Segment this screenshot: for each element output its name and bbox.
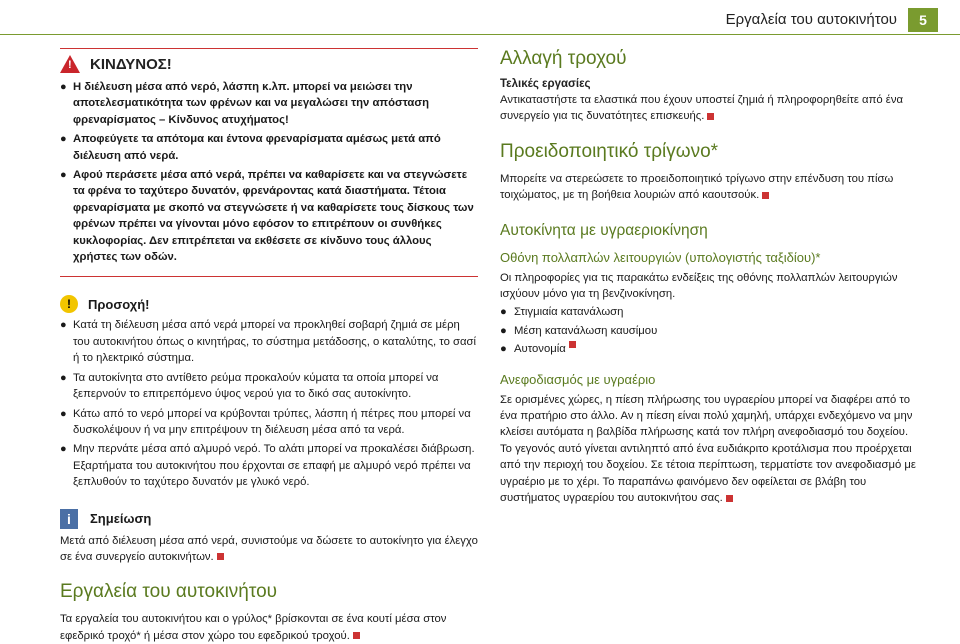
- lpg-heading: Αυτοκίνητα με υγραεριοκίνηση: [500, 221, 708, 239]
- danger-box: [60, 48, 478, 277]
- caution-item: ● Κάτω από το νερό μπορεί να κρύβονται τρύπες, λάσπη ή πέτρες που μπορεί να δυσκολέψουν ή να μην επιτρέψουν τη διέλευση μέσα από τα νερά.: [60, 407, 471, 436]
- right-column: [500, 44, 920, 507]
- caution-item: ● Μην περνάτε μέσα από αλμυρό νερό. Το αλάτι μπορεί να προκαλέσει διάβρωση. Εξαρτήματα του αυτοκινήτου που έρχονται σε επαφή με αλμυρό νερό πρέπει να ξεπλυθούν το ταχύτερο δυνατόν με γλυκό νερό.: [60, 443, 475, 489]
- end-marker-icon: [217, 553, 224, 560]
- list-item: ● Μέση κατανάλωση καυσίμου: [500, 324, 658, 337]
- left-column: [60, 48, 478, 644]
- triangle-text: Μπορείτε να στερεώσετε το προειδοποιητικό τρίγωνο στην επένδυση του πίσω τοιχώματος, με τη βοήθεια λουριών από καουτσούκ.: [500, 172, 894, 202]
- end-marker-icon: [569, 341, 576, 348]
- end-marker-icon: [726, 495, 733, 502]
- wheel-text: Αντικαταστήστε τα ελαστικά που έχουν υποστεί ζημιά ή πληροφορηθείτε από ένα συνεργείο για τις δυνατότητες επισκευής.: [500, 94, 904, 123]
- tools-text: Τα εργαλεία του αυτοκινήτου και ο γρύλος* βρίσκονται σε ένα κουτί μέσα στον εφεδρικό τροχό* ή μέσα στον χώρο του εφεδρικού τροχού.: [60, 613, 447, 642]
- danger-item: ● Αποφεύγετε τα απότομα και έντονα φρεναρίσματα αμέσως μετά από διέλευση από νερά.: [60, 133, 441, 162]
- danger-item: ● Η διέλευση μέσα από νερό, λάσπη κ.λπ. μπορεί να μειώσει την αποτελεσματικότητα των φρένων και να μεγαλώσει την απόσταση φρεναρίσματος – Κίνδυνος ατυχήματος!: [60, 81, 430, 126]
- danger-item: ● Αφού περάσετε μέσα από νερά, πρέπει να καθαρίσετε και να στεγνώσετε τα φρένα το ταχύτερο δυνατόν, φρενάροντας κατά διαστήματα. Τέτοια φρεναρίσματα με σκοπό να στεγνώσετε ή να καθαρίσετε τους δίσκους των φρένων πρέπει να γίνονται μόνο εφόσον το επιτρέπουν οι συνθήκες κυκλοφορίας. Δεν επιτρέπεται να εκθέσετε σε κίνδυνο τους άλλους χρήστες των οδών.: [60, 169, 474, 264]
- list-item: ● Αυτονομία: [500, 341, 920, 357]
- danger-title: ΚΙΝΔΥΝΟΣ!: [90, 55, 172, 73]
- refuel-text: Σε ορισμένες χώρες, η πίεση πλήρωσης του υγραερίου μπορεί να διαφέρει από το ένα πρατήριο στο άλλο. Αν η πίεση είναι πολύ χαμηλή, υπάρχει ενδεχόμενο να μην κλείσει αυτόματα η βαλβίδα πλήρωσης κατά τον πλήρη ανεφοδιασμό του δοχείου. Το γεγονός αυτό γίνεται αντιληπτό από ένα ευδιάκριτο κροτάλισμα που προέρχεται από την περιοχή του δοχείου. Σε τέτοια περίπτωση, τερματίστε τον ανεφοδιασμό με υγραέριο με το χέρι. Το παραπάνω φαινόμενο δεν οφείλεται σε βλάβη του συστήματος υγραερίου του αυτοκινήτου σας.: [500, 393, 916, 505]
- list-item: ● Στιγμιαία κατανάλωση: [500, 306, 624, 319]
- note-heading: [60, 509, 478, 529]
- page-number: 5: [908, 8, 938, 32]
- header-rule: [0, 34, 960, 35]
- tools-heading: Εργαλεία του αυτοκινήτου: [60, 581, 278, 603]
- caution-icon: !: [60, 295, 78, 313]
- warning-triangle-icon: !: [60, 55, 80, 73]
- page-header: [0, 0, 960, 30]
- refuel-heading: Ανεφοδιασμός με υγραέριο: [500, 371, 656, 387]
- caution-heading: [60, 295, 478, 313]
- caution-item: ● Τα αυτοκίνητα στο αντίθετο ρεύμα προκαλούν κύματα τα οποία μπορεί να ξεπερνούν το επιτρεπόμενο ύψος νερού για το δικό σας αυτοκίνητο.: [60, 371, 439, 401]
- wheel-heading: Αλλαγή τροχού: [500, 48, 627, 69]
- caution-title: Προσοχή!: [88, 296, 150, 312]
- info-icon: i: [60, 509, 78, 529]
- note-title: Σημείωση: [90, 511, 152, 527]
- end-marker-icon: [707, 113, 714, 120]
- danger-heading: [60, 55, 478, 73]
- end-marker-icon: [762, 192, 769, 199]
- display-heading: Οθόνη πολλαπλών λειτουργιών (υπολογιστής ταξιδίου)*: [500, 249, 821, 265]
- header-title: Εργαλεία του αυτοκινήτου: [725, 11, 897, 28]
- caution-item: ● Κατά τη διέλευση μέσα από νερά μπορεί να προκληθεί σοβαρή ζημιά σε μέρη του αυτοκινήτου όπως ο κινητήρας, το σύστημα μετάδοσης, ο καταλύτης, το σασί ή το ηλεκτρικό σύστημα.: [60, 319, 477, 365]
- triangle-heading: Προειδοποιητικό τρίγωνο*: [500, 140, 719, 162]
- display-text: Οι πληροφορίες για τις παρακάτω ενδείξεις της οθόνης πολλαπλών λειτουργιών ισχύουν μόνο για τη βενζινοκίνηση.: [500, 271, 898, 301]
- wheel-subheading: Τελικές εργασίες: [500, 78, 591, 90]
- note-text: Μετά από διέλευση μέσα από νερά, συνιστούμε να δώσετε το αυτοκίνητο για έλεγχο σε ένα συνεργείο αυτοκινήτων.: [60, 534, 478, 563]
- end-marker-icon: [353, 632, 360, 639]
